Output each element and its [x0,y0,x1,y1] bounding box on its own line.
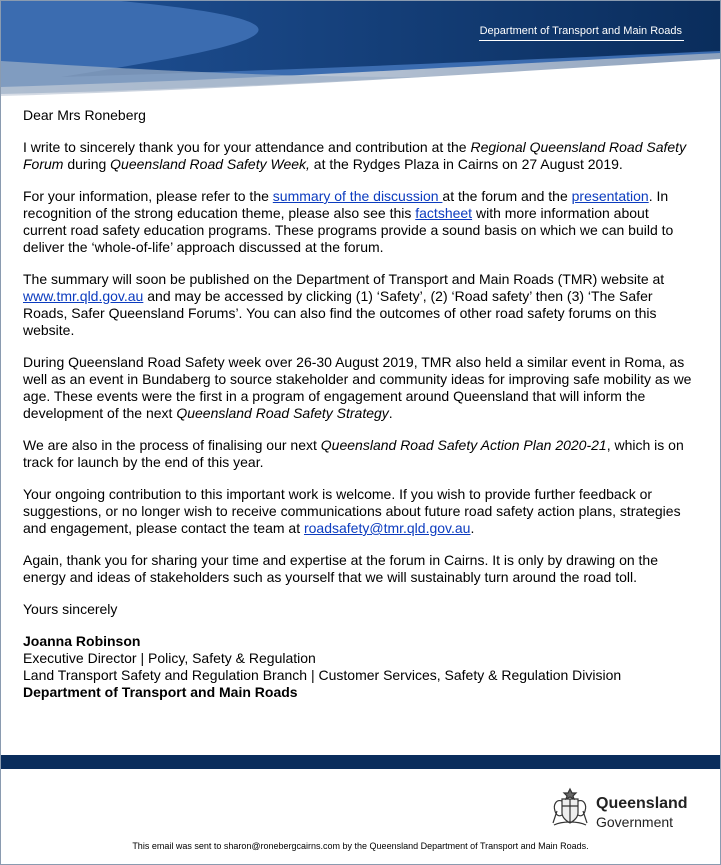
text: during [63,156,111,172]
event-name: Queensland Road Safety Week, [110,156,310,172]
signatory-branch: Land Transport Safety and Regulation Branch | Customer Services, Safety & Regulation Division [23,667,622,683]
text: . [388,405,393,421]
text: with more information about current road safety education programs. These programs provide a sound basis on which we can build to deliver the ‘whole-of-life’ approach discussed at the forum. [23,205,674,255]
text: The summary will soon be published on the Department of Transport and Main Roads (TMR) website at [23,271,665,287]
department-name: Department of Transport and Main Roads [479,25,682,37]
factsheet-link[interactable]: factsheet [415,205,473,221]
text: For your information, please refer to the [23,188,273,204]
text: , which is on track for launch by the end of this year. [23,437,684,470]
logo-subtitle: Government [596,814,674,830]
text: During Queensland Road Safety week over 26-30 August 2019, TMR also held a similar event in Roma, as well as an event in Bundaberg to source stakeholder and community ideas for improving safe mobility as we age. These events were the first in a program of engagement around Queensland that will inform the development of the next [23,354,692,421]
salutation: Dear Mrs Roneberg [23,107,146,123]
header-banner [1,1,720,96]
paragraph-feedback [23,486,695,537]
paragraph-thanks [23,139,695,173]
forum-name: Regional Queensland Road Safety Forum [23,139,687,172]
paragraph-closing-thanks: Again, thank you for sharing your time and expertise at the forum in Cairns. It is only by drawing on the energy and ideas of stakeholders such as yourself that we will sustainably turn around the road toll. [23,552,658,585]
signatory-name: Joanna Robinson [23,633,141,649]
action-plan-name: Queensland Road Safety Action Plan 2020-21 [320,437,607,453]
header-swoosh-graphic [1,1,720,96]
text: We are also in the process of finalising our next [23,437,321,453]
footer-bar [1,755,720,769]
text: Your ongoing contribution to this important work is welcome. If you wish to provide further feedback or suggestions, or no longer wish to receive communications about future road safety action plans, strategies and engagement, please contact the team at [23,486,681,536]
strategy-name: Queensland Road Safety Strategy [176,405,389,421]
text: . [470,520,475,536]
text: . In recognition of the strong education theme, please also see this [23,188,669,221]
paragraph-summary [23,271,695,339]
email-link[interactable]: roadsafety@tmr.qld.gov.au [303,520,471,536]
signatory-department: Department of Transport and Main Roads [23,684,298,700]
crest-icon [548,785,592,831]
queensland-government-logo [548,785,688,833]
footer-note: This email was sent to sharon@ronebergcairns.com by the Queensland Department of Transport and Main Roads. [132,841,589,851]
text: I write to sincerely thank you for your attendance and contribution at the [23,139,471,155]
closing: Yours sincerely [23,601,118,617]
text: and may be accessed by clicking (1) ‘Safety’, (2) ‘Road safety’ then (3) ‘The Safer Roads, Safer Queensland Forums’. You can also find the outcomes of other road safety forums on this website. [23,288,657,338]
letter-body [23,107,695,701]
header-divider [479,40,684,41]
text: at the forum and the [442,188,572,204]
presentation-link[interactable]: presentation [571,188,649,204]
paragraph-action-plan [23,437,695,471]
paragraph-events [23,354,695,422]
logo-name: Queensland [596,795,688,812]
signature-block [23,633,695,701]
summary-link[interactable]: summary of the discussion [272,188,443,204]
signatory-title: Executive Director | Policy, Safety & Regulation [23,650,316,666]
text: at the Rydges Plaza in Cairns on 27 August 2019. [309,156,623,172]
tmr-website-link[interactable]: www.tmr.qld.gov.au [23,288,144,304]
paragraph-information [23,188,695,256]
